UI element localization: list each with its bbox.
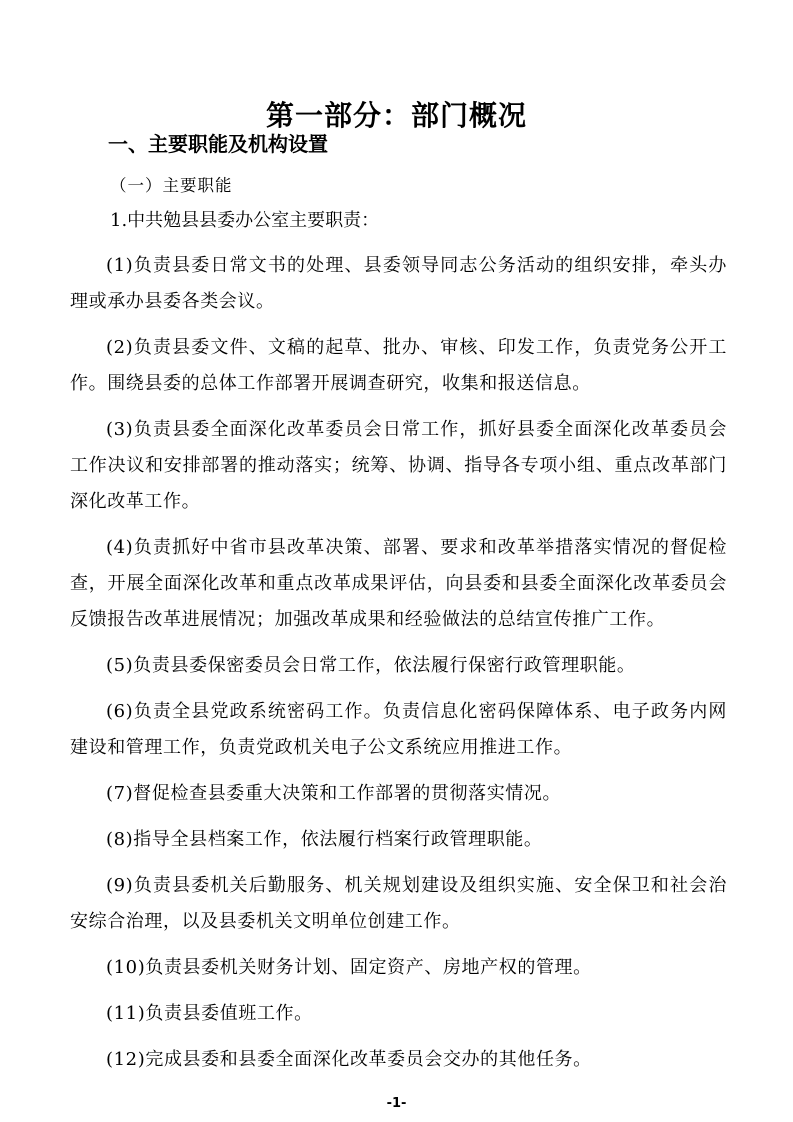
duty-item-3: (3)负责县委全面深化改革委员会日常工作，抓好县委全面深化改革委员会工作决议和安排部署的推动落实；统筹、协调、指导各专项小组、重点改革部门深化改革工作。 <box>70 419 727 512</box>
duty-item-9: (9)负责县委机关后勤服务、机关规划建设及组织实施、安全保卫和社会治安综合治理，以及县委机关文明单位创建工作。 <box>70 875 727 932</box>
subsection-heading: （一）主要职能 <box>110 176 233 195</box>
duty-item-12: (12)完成县委和县委全面深化改革委员会交办的其他任务。 <box>106 1049 592 1070</box>
section-heading: 一、主要职能及机构设置 <box>108 132 328 156</box>
duty-item-2: (2)负责县委文件、文稿的起草、批办、审核、印发工作，负责党务公开工作。围绕县委的总体工作部署开展调查研究，收集和报送信息。 <box>70 337 727 394</box>
duty-item-6: (6)负责全县党政系统密码工作。负责信息化密码保障体系、电子政务内网建设和管理工作，负责党政机关电子公文系统应用推进工作。 <box>70 701 727 758</box>
intro-line: 1.中共勉县县委办公室主要职责： <box>110 210 380 231</box>
duty-list <box>70 248 727 1088</box>
duty-item-8: (8)指导全县档案工作，依法履行档案行政管理职能。 <box>106 829 543 850</box>
page-title: 第一部分：部门概况 <box>265 98 527 132</box>
duty-item-4: (4)负责抓好中省市县改革决策、部署、要求和改革举措落实情况的督促检查，开展全面深化改革和重点改革成果评估，向县委和县委全面深化改革委员会反馈报告改革进展情况；加强改革成果和经验做法的总结宣传推广工作。 <box>70 537 727 630</box>
duty-item-7: (7)督促检查县委重大决策和工作部署的贯彻落实情况。 <box>106 783 562 804</box>
duty-item-5: (5)负责县委保密委员会日常工作，依法履行保密行政管理职能。 <box>106 655 636 676</box>
page-number: -1- <box>386 1096 407 1111</box>
duty-item-1: (1)负责县委日常文书的处理、县委领导同志公务活动的组织安排，牵头办理或承办县委各类会议。 <box>70 255 727 312</box>
duty-item-11: (11)负责县委值班工作。 <box>106 1003 313 1024</box>
duty-item-10: (10)负责县委机关财务计划、固定资产、房地产权的管理。 <box>106 957 592 978</box>
